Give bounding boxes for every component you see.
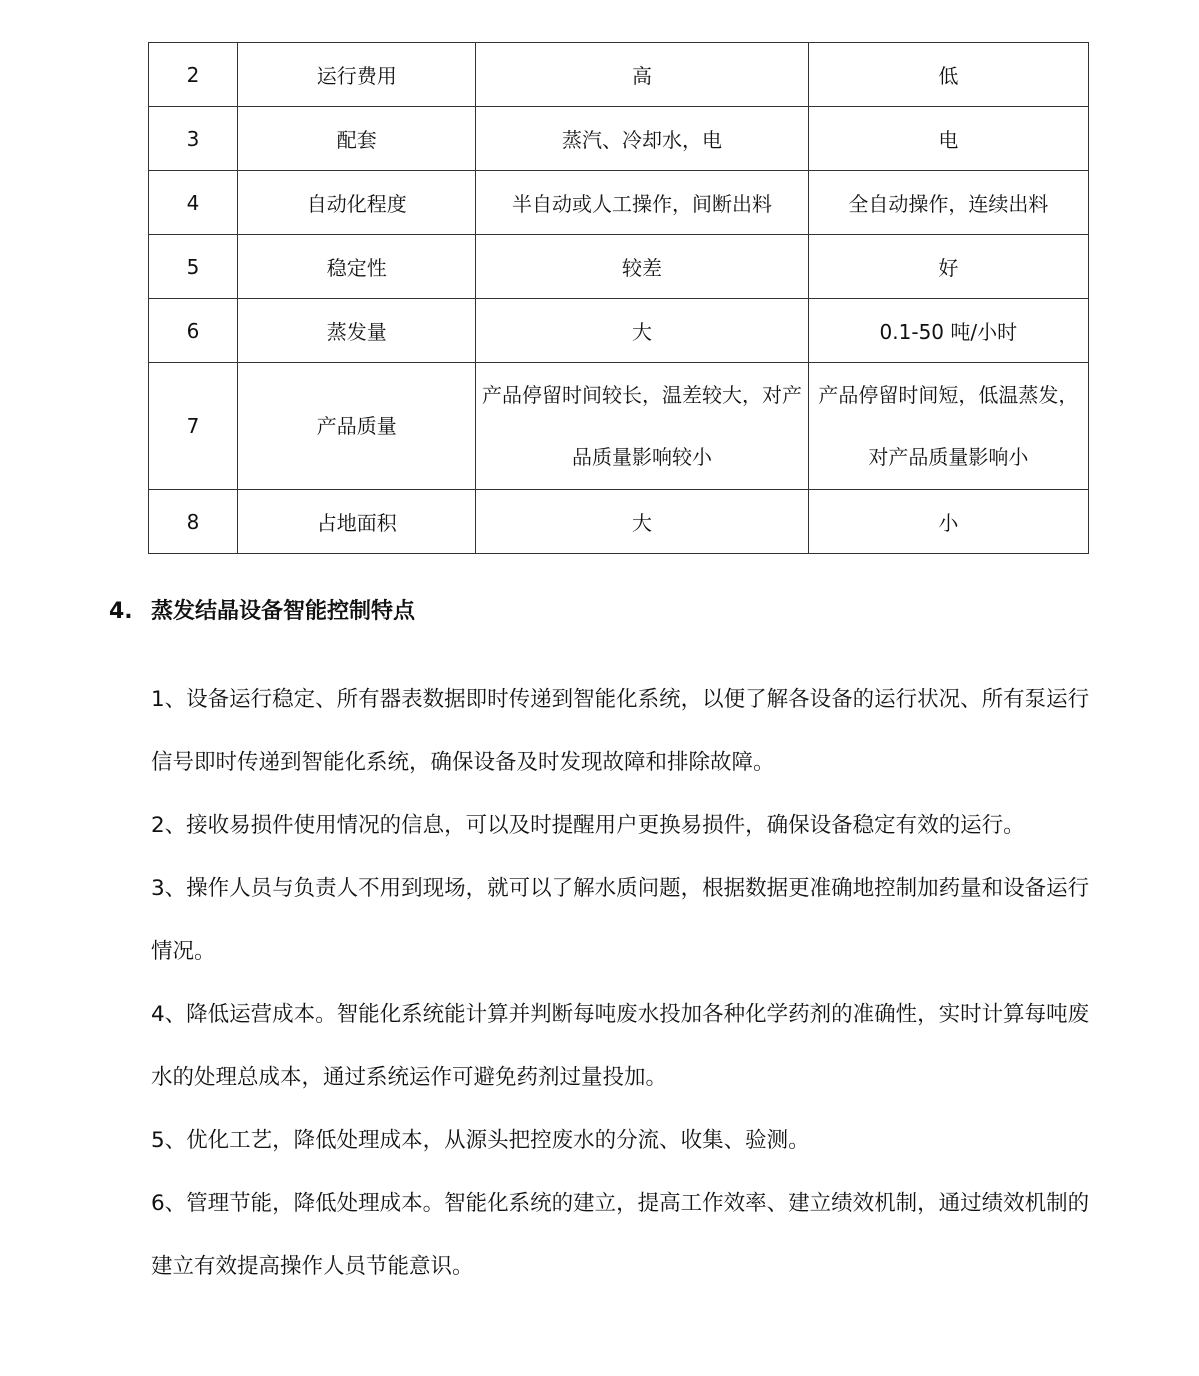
row-number-cell: 5 bbox=[149, 235, 238, 299]
item-cell: 稳定性 bbox=[238, 235, 476, 299]
section-title: 蒸发结晶设备智能控制特点 bbox=[151, 599, 416, 624]
item-cell: 自动化程度 bbox=[238, 171, 476, 235]
feature-list bbox=[151, 668, 1091, 1298]
paragraph: 6、管理节能，降低处理成本。智能化系统的建立，提高工作效率、建立绩效机制，通过绩效机制的建立有效提高操作人员节能意识。 bbox=[151, 1191, 1090, 1279]
option-a-cell: 产品停留时间较长，温差较大，对产品质量影响较小 bbox=[476, 363, 808, 490]
table-row bbox=[149, 299, 1089, 363]
section-heading bbox=[109, 594, 415, 625]
item-cell: 运行费用 bbox=[238, 43, 476, 107]
option-a-cell: 较差 bbox=[476, 235, 808, 299]
section-number: 4. bbox=[109, 599, 133, 624]
table-row bbox=[149, 107, 1089, 171]
item-cell: 占地面积 bbox=[238, 490, 476, 554]
row-number-cell: 2 bbox=[149, 43, 238, 107]
row-number-cell: 6 bbox=[149, 299, 238, 363]
table-row bbox=[149, 490, 1089, 554]
paragraph: 1、设备运行稳定、所有器表数据即时传递到智能化系统，以便了解各设备的运行状况、所有泵运行信号即时传递到智能化系统，确保设备及时发现故障和排除故障。 bbox=[151, 687, 1090, 775]
item-cell: 蒸发量 bbox=[238, 299, 476, 363]
table-row bbox=[149, 235, 1089, 299]
table-row bbox=[149, 171, 1089, 235]
option-a-cell: 蒸汽、冷却水，电 bbox=[476, 107, 808, 171]
row-number-cell: 8 bbox=[149, 490, 238, 554]
paragraph: 5、优化工艺，降低处理成本，从源头把控废水的分流、收集、验测。 bbox=[151, 1128, 810, 1153]
row-number-cell: 4 bbox=[149, 171, 238, 235]
option-b-cell: 全自动操作，连续出料 bbox=[808, 171, 1088, 235]
option-b-cell: 0.1-50 吨/小时 bbox=[808, 299, 1088, 363]
row-number-cell: 3 bbox=[149, 107, 238, 171]
option-b-cell: 小 bbox=[808, 490, 1088, 554]
option-a-cell: 高 bbox=[476, 43, 808, 107]
row-number-cell: 7 bbox=[149, 363, 238, 490]
option-a-cell: 大 bbox=[476, 299, 808, 363]
option-b-cell: 电 bbox=[808, 107, 1088, 171]
option-b-cell: 好 bbox=[808, 235, 1088, 299]
paragraph: 3、操作人员与负责人不用到现场，就可以了解水质问题，根据数据更准确地控制加药量和设备运行情况。 bbox=[151, 876, 1090, 964]
item-cell: 配套 bbox=[238, 107, 476, 171]
comparison-table bbox=[148, 42, 1089, 554]
option-a-cell: 大 bbox=[476, 490, 808, 554]
option-b-cell: 产品停留时间短，低温蒸发，对产品质量影响小 bbox=[808, 363, 1088, 490]
table-row bbox=[149, 363, 1089, 490]
paragraph: 2、接收易损件使用情况的信息，可以及时提醒用户更换易损件，确保设备稳定有效的运行。 bbox=[151, 813, 1025, 838]
item-cell: 产品质量 bbox=[238, 363, 476, 490]
option-b-cell: 低 bbox=[808, 43, 1088, 107]
option-a-cell: 半自动或人工操作，间断出料 bbox=[476, 171, 808, 235]
table-row bbox=[149, 43, 1089, 107]
paragraph: 4、降低运营成本。智能化系统能计算并判断每吨废水投加各种化学药剂的准确性，实时计算每吨废水的处理总成本，通过系统运作可避免药剂过量投加。 bbox=[151, 1002, 1090, 1090]
